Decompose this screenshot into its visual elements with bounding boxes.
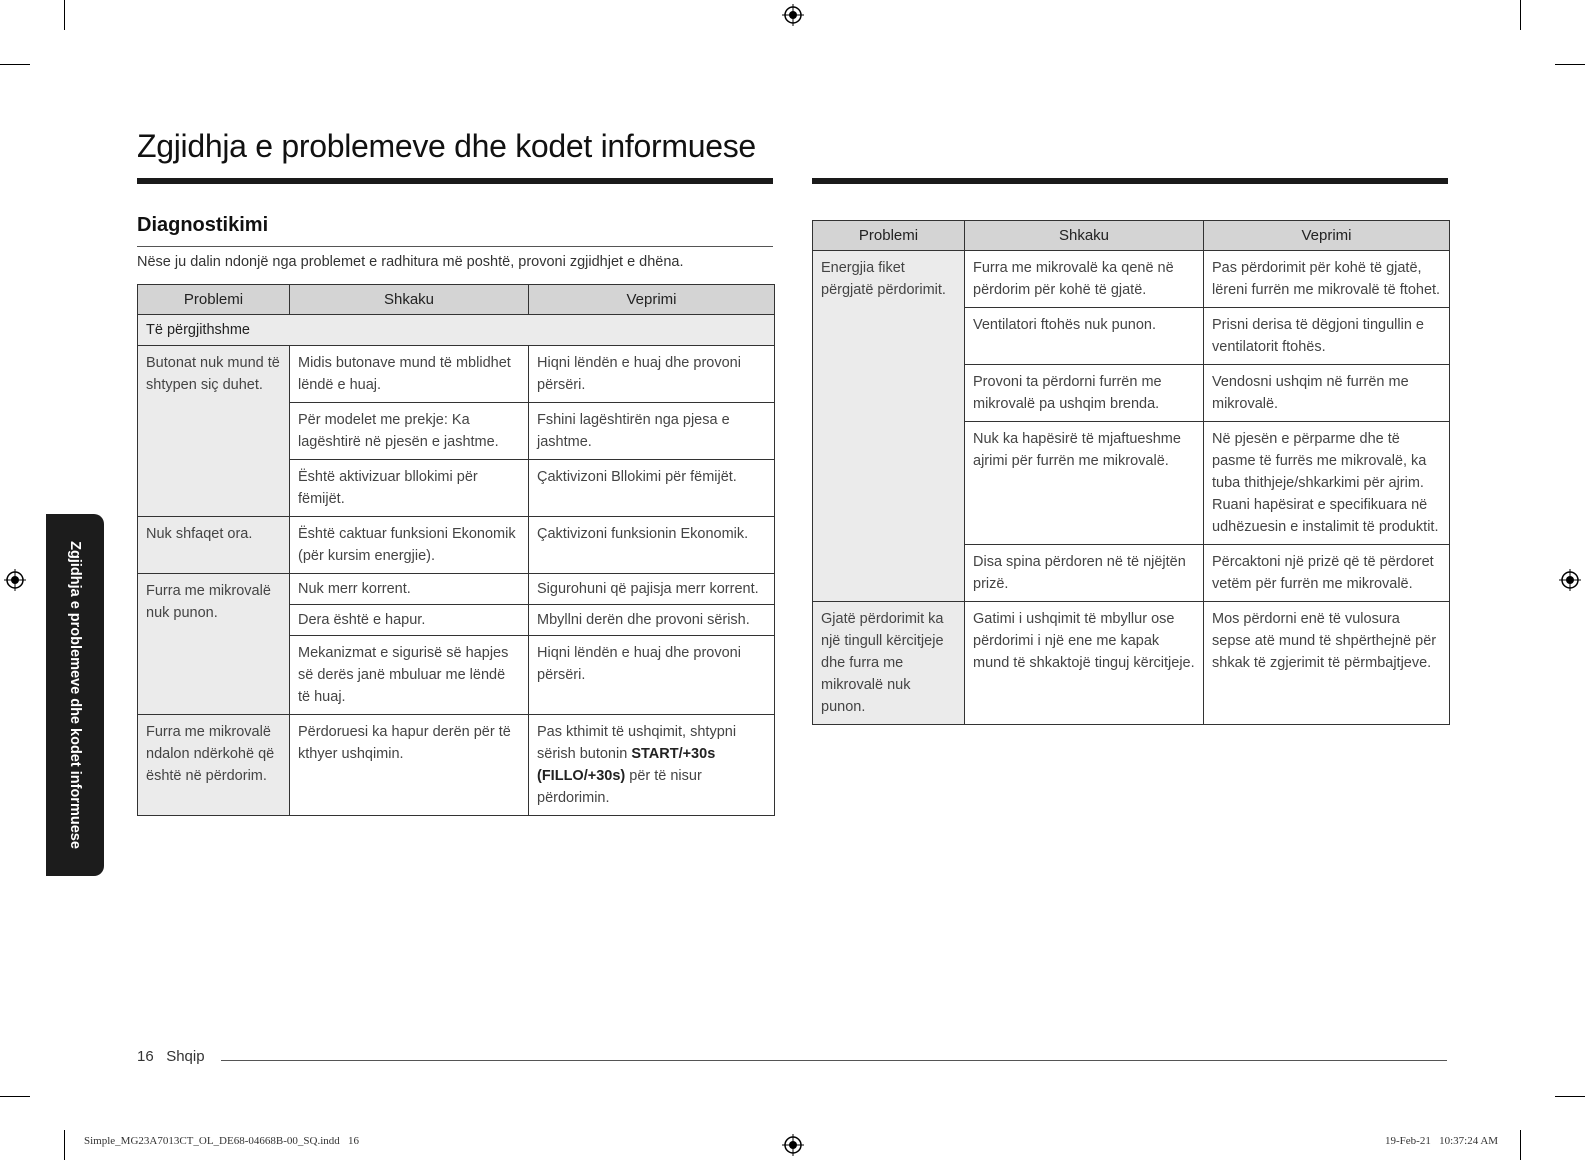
title-rule-left (137, 178, 773, 184)
cause-cell: Nuk ka hapësirë të mjaftueshme ajrimi për furrën me mikrovalë. (965, 422, 1204, 545)
header-problem: Problemi (813, 221, 965, 251)
crop-mark (1555, 1096, 1585, 1097)
cause-cell: Është caktuar funksioni Ekonomik (për kursim energjie). (290, 517, 529, 574)
slug-file: Simple_MG23A7013CT_OL_DE68-04668B-00_SQ.indd 16 (84, 1135, 359, 1147)
crop-mark (1555, 64, 1585, 65)
section-rule (137, 246, 773, 247)
crop-mark (1520, 0, 1521, 30)
problem-cell: Furra me mikrovalë ndalon ndërkohë që është në përdorim. (138, 715, 290, 816)
action-cell: Hiqni lëndën e huaj dhe provoni përsëri. (529, 346, 775, 403)
page-number: 16 (137, 1048, 154, 1065)
diagnostics-table-right (812, 220, 1450, 725)
problem-cell: Energjia fiket përgjatë përdorimit. (813, 251, 965, 602)
table-row (813, 602, 1450, 725)
registration-mark-icon (782, 4, 804, 26)
cause-cell: Për modelet me prekje: Ka lagështirë në pjesën e jashtme. (290, 403, 529, 460)
cause-cell: Midis butonave mund të mblidhet lëndë e huaj. (290, 346, 529, 403)
action-cell: Përcaktoni një prizë që të përdoret vetëm për furrën me mikrovalë. (1204, 545, 1450, 602)
cause-cell: Nuk merr korrent. (290, 574, 529, 605)
header-cause: Shkaku (290, 285, 529, 315)
action-cell (529, 715, 775, 816)
table-row (138, 517, 775, 574)
diagnostics-table-left (137, 284, 775, 816)
problem-cell: Gjatë përdorimit ka një tingull kërcitjeje dhe furra me mikrovalë nuk punon. (813, 602, 965, 725)
table-row (138, 715, 775, 816)
problem-cell: Butonat nuk mund të shtypen siç duhet. (138, 346, 290, 517)
registration-mark-icon (4, 569, 26, 591)
table-row (138, 315, 775, 346)
cause-cell: Është aktivizuar bllokimi për fëmijët. (290, 460, 529, 517)
problem-cell: Furra me mikrovalë nuk punon. (138, 574, 290, 715)
crop-mark (0, 1096, 30, 1097)
title-rule-right (812, 178, 1448, 184)
table-row (138, 346, 775, 403)
cause-cell: Përdoruesi ka hapur derën për të kthyer ushqimin. (290, 715, 529, 816)
section-heading: Diagnostikimi (137, 214, 269, 236)
footer-rule (221, 1060, 1447, 1061)
crop-mark (0, 64, 30, 65)
action-cell: Mos përdorni enë të vulosura sepse atë mund të shpërthejnë për shkak të zgjerimit të përmbajtjeve. (1204, 602, 1450, 725)
table-row (138, 574, 775, 605)
cause-cell: Ventilatori ftohës nuk punon. (965, 308, 1204, 365)
registration-mark-icon (782, 1134, 804, 1156)
action-cell: Hiqni lëndën e huaj dhe provoni përsëri. (529, 636, 775, 715)
action-cell: Vendosni ushqim në furrën me mikrovalë. (1204, 365, 1450, 422)
page-language: Shqip (166, 1048, 205, 1065)
crop-mark (64, 0, 65, 30)
page-footer (137, 1048, 205, 1065)
group-general: Të përgjithshme (138, 315, 775, 346)
action-text: për të nisur përdorimin. (537, 768, 702, 806)
problem-cell: Nuk shfaqet ora. (138, 517, 290, 574)
header-action: Veprimi (529, 285, 775, 315)
slug-date: 19-Feb-21 10:37:24 AM (1385, 1135, 1499, 1147)
action-cell: Sigurohuni që pajisja merr korrent. (529, 574, 775, 605)
crop-mark (1520, 1130, 1521, 1160)
intro-text: Nëse ju dalin ndonjë nga problemet e radhitura më poshtë, provoni zgjidhjet e dhëna. (137, 254, 684, 270)
action-cell: Çaktivizoni Bllokimi për fëmijët. (529, 460, 775, 517)
header-problem: Problemi (138, 285, 290, 315)
cause-cell: Mekanizmat e sigurisë së hapjes së derës janë mbuluar me lëndë të huaj. (290, 636, 529, 715)
action-cell: Pas përdorimit për kohë të gjatë, lëreni furrën me mikrovalë të ftohet. (1204, 251, 1450, 308)
crop-mark (64, 1130, 65, 1160)
header-action: Veprimi (1204, 221, 1450, 251)
cause-cell: Gatimi i ushqimit të mbyllur ose përdorimi i një ene me kapak mund të shkaktojë tinguj kërcitjeje. (965, 602, 1204, 725)
table-header-row (138, 285, 775, 315)
cause-cell: Dera është e hapur. (290, 605, 529, 636)
action-cell: Në pjesën e përparme dhe të pasme të furrës me mikrovalë, ka tuba thithjeje/shkarkimi për ajrim. Ruani hapësirat e specifikuara në udhëzuesin e instalimit të produktit. (1204, 422, 1450, 545)
cause-cell: Disa spina përdoren në të njëjtën prizë. (965, 545, 1204, 602)
action-cell: Fshini lagështirën nga pjesa e jashtme. (529, 403, 775, 460)
action-cell: Mbyllni derën dhe provoni sërish. (529, 605, 775, 636)
cause-cell: Provoni ta përdorni furrën me mikrovalë pa ushqim brenda. (965, 365, 1204, 422)
cause-cell: Furra me mikrovalë ka qenë në përdorim për kohë të gjatë. (965, 251, 1204, 308)
page-title: Zgjidhja e problemeve dhe kodet informuese (137, 128, 756, 164)
table-row (813, 251, 1450, 308)
registration-mark-icon (1559, 569, 1581, 591)
table-header-row (813, 221, 1450, 251)
header-cause: Shkaku (965, 221, 1204, 251)
action-cell: Prisni derisa të dëgjoni tingullin e ventilatorit ftohës. (1204, 308, 1450, 365)
action-cell: Çaktivizoni funksionin Ekonomik. (529, 517, 775, 574)
side-tab (46, 514, 104, 876)
button-name-text: START/+30s (FILLO/+30s) (537, 746, 716, 784)
action-text: Pas kthimit të ushqimit, shtypni sërish butonin (537, 724, 737, 762)
side-tab-label: Zgjidhja e problemeve dhe kodet informuese (67, 541, 83, 849)
